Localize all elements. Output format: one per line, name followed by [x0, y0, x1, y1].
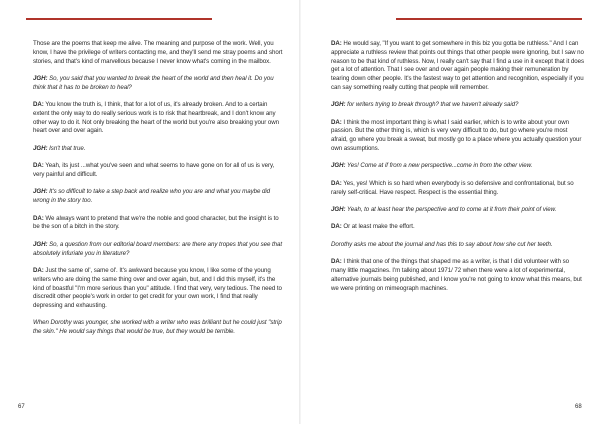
- paragraph-text: Or at least make the effort.: [341, 223, 415, 231]
- paragraph-text: I think the most important thing is what I said earlier, which is to write about your own passion. But the other thing is, which is very very difficult to do, but go where you're most afraid, go where you break a sweat, but mostly go to a place where you actually question your own assumptions.: [331, 118, 582, 152]
- paragraph-text: for writers trying to break through? that we haven't already said?: [345, 101, 519, 109]
- speaker-label: DA:: [331, 118, 342, 126]
- paragraph-text: He would say, "If you want to get somewhere in this biz you gotta be ruthless." And I can appreciate a ruthless review that points out things that other people were ignoring, but I saw no reason to be that kind of ruthless. Now, I really can't say that I find a use in it except that it does get a lot of attention. That I see over and over again people making their remuneration by tearing down other people. It's the fastest way to get attention and recognition, especially if you can say something really cutting that people will remember.: [331, 40, 585, 91]
- left-page-body: [33, 40, 285, 346]
- speaker-label: DA:: [331, 258, 342, 266]
- right-header-rule: [396, 18, 582, 20]
- interview-paragraph: [331, 206, 585, 215]
- interview-paragraph: [331, 162, 585, 171]
- speaker-label: DA:: [331, 223, 342, 231]
- speaker-label: DA:: [33, 101, 44, 109]
- paragraph-text: Yeah, its just ...what you've seen and what seems to have gone on for all of us is very, very painful and difficult.: [33, 162, 275, 178]
- interview-paragraph: [33, 319, 285, 337]
- interview-paragraph: [33, 162, 285, 180]
- left-page-number: 67: [18, 404, 25, 410]
- interview-paragraph: [33, 188, 285, 206]
- interview-paragraph: [331, 40, 585, 93]
- interview-paragraph: [331, 241, 585, 250]
- interview-paragraph: [33, 145, 285, 154]
- interview-paragraph: [331, 223, 585, 232]
- speaker-label: JGH:: [331, 205, 346, 213]
- paragraph-text: Those are the poems that keep me alive. The meaning and purpose of the work. Well, you know, I have the privilege of writers contacting me, and they'll send me stray poems and short stories, and that's kind of marvellous because I never know what's coming in the mailbox.: [33, 40, 283, 65]
- paragraph-text: So, you said that you wanted to break the heart of the world and then heal it. Do you think that it has to be broken to heal?: [33, 74, 274, 91]
- speaker-label: DA:: [33, 214, 44, 222]
- speaker-label: JGH:: [331, 162, 346, 170]
- interview-paragraph: [331, 101, 585, 110]
- speaker-label: DA:: [33, 162, 44, 170]
- paragraph-text: So, a question from our editorial board members: are there any tropes that you see that absolutely infuriate you in literature?: [33, 240, 283, 257]
- right-page-body: [331, 40, 585, 302]
- interview-paragraph: [33, 40, 285, 66]
- paragraph-text: I think that one of the things that shaped me as a writer, is that I did volunteer with so many little magazines. I'm talking about 1971/ 72 when there were a lot of experimental, alternative journals being published, and I know you're not going to know what this means, but we were printing on mimeograph machines.: [331, 258, 582, 292]
- speaker-label: DA:: [331, 179, 342, 187]
- left-header-rule: [26, 18, 212, 20]
- interview-paragraph: [331, 258, 585, 293]
- right-page-number: 68: [575, 404, 582, 410]
- speaker-label: JGH:: [331, 101, 346, 109]
- paragraph-text: Dorothy asks me about the journal and has this to say about how she cut her teeth.: [331, 240, 553, 248]
- paragraph-text: We always want to pretend that we're the noble and good character, but the insight is to be the son of a bitch in the story.: [33, 214, 279, 231]
- speaker-label: JGH:: [33, 144, 48, 152]
- speaker-label: JGH:: [33, 240, 48, 248]
- speaker-label: JGH:: [33, 188, 48, 196]
- interview-paragraph: [33, 75, 285, 93]
- interview-paragraph: [33, 241, 285, 259]
- paragraph-text: When Dorothy was younger, she worked with a writer who was brilliant but he could just "strip the skin." He would say things that would be true, but they would be terrible.: [33, 319, 282, 336]
- interview-paragraph: [331, 119, 585, 154]
- paragraph-text: It's so difficult to take a step back and realize who you are and what you maybe did wrong in the story too.: [33, 188, 271, 205]
- speaker-label: DA:: [331, 40, 342, 47]
- paragraph-text: Just the same ol', same ol'. It's awkward because you know, I like some of the young writers who are doing the same thing over and over again, but, and I did this myself, it's the kind of boastful "I'm more serious than you" attitude. I find that very, very tedious. The need to discredit other people's work in order to get credit for your own work, I find that really depressing and exhausting.: [33, 267, 282, 309]
- page-gutter: [299, 0, 301, 424]
- paragraph-text: You know the truth is, I think, that for a lot of us, it's already broken. And to a certain extent the only way to do really serious work is to risk that heartbreak, and I don't know any other way to do it. Not only breaking the heart of the world but you're also breaking your own heart over and over again.: [33, 101, 279, 135]
- paragraph-text: Yes, yes! Which is so hard when everybody is so defensive and confrontational, but so rarely self-critical. Have respect. Respect is the essential thing.: [331, 179, 574, 196]
- interview-paragraph: [33, 215, 285, 233]
- paragraph-text: Isn't that true.: [47, 144, 86, 152]
- interview-paragraph: [33, 267, 285, 311]
- interview-paragraph: [331, 180, 585, 198]
- speaker-label: DA:: [33, 267, 44, 274]
- paragraph-text: Yes! Come at if from a new perspective...come in from the other view.: [345, 162, 533, 170]
- speaker-label: JGH:: [33, 74, 48, 82]
- interview-paragraph: [33, 101, 285, 136]
- paragraph-text: Yeah, to at least hear the perspective and to come at it from their point of view.: [345, 205, 557, 213]
